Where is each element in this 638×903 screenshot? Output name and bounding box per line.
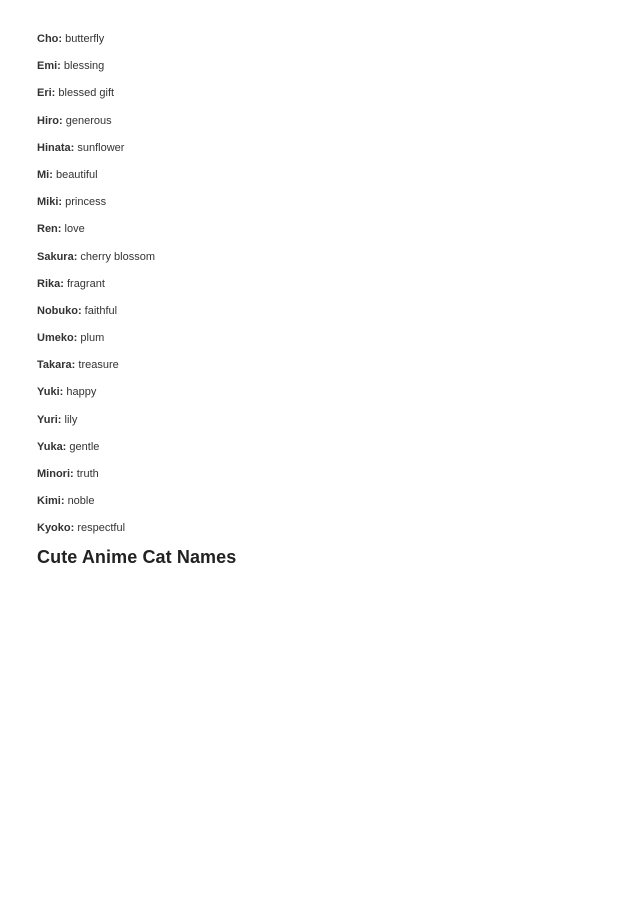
list-item (37, 194, 597, 221)
name-meaning: happy (66, 386, 97, 399)
name-meaning: love (64, 223, 85, 236)
name-meaning: faithful (84, 304, 118, 317)
name-meaning: plum (80, 332, 105, 345)
name-term: Hinata: (37, 141, 75, 154)
name-term: Emi: (37, 60, 61, 73)
name-term: Yuri: (37, 413, 62, 426)
name-term: Yuki: (37, 386, 64, 399)
name-term: Nobuko: (37, 304, 82, 317)
name-meaning: sunflower (77, 141, 125, 154)
name-meaning: generous (65, 114, 112, 127)
name-meaning: fragrant (66, 277, 105, 290)
name-meaning: lily (64, 413, 78, 426)
name-term: Yuka: (37, 440, 67, 453)
name-meaning: treasure (78, 359, 119, 372)
name-meaning: respectful (77, 522, 126, 535)
list-item (37, 167, 597, 194)
name-term: Kimi: (37, 495, 65, 508)
list-item (37, 439, 597, 466)
name-term: Ren: (37, 223, 62, 236)
name-term: Eri: (37, 87, 56, 100)
list-item (37, 58, 597, 85)
list-item (37, 466, 597, 493)
name-term: Cho: (37, 33, 63, 45)
name-term: Hiro: (37, 114, 63, 127)
list-item (37, 113, 597, 140)
name-term: Rika: (37, 277, 64, 290)
name-meaning: cherry blossom (80, 250, 155, 263)
list-item (37, 357, 597, 384)
name-meaning: blessing (63, 60, 105, 73)
name-term: Mi: (37, 168, 53, 181)
list-item (37, 221, 597, 248)
list-item (37, 493, 597, 520)
list-item (37, 520, 597, 547)
list-item (37, 140, 597, 167)
name-term: Sakura: (37, 250, 78, 263)
list-item (37, 31, 597, 58)
name-meaning: truth (76, 468, 99, 480)
name-meaning: princess (65, 196, 107, 209)
document-page (37, 31, 597, 569)
name-term: Umeko: (37, 332, 78, 345)
list-item (37, 412, 597, 439)
name-meaning: blessed gift (58, 87, 115, 100)
name-term: Minori: (37, 468, 74, 480)
name-meaning: noble (67, 495, 95, 508)
name-meaning: beautiful (55, 168, 98, 181)
name-term: Takara: (37, 359, 76, 372)
list-item (37, 85, 597, 112)
section-heading: Cute Anime Cat Names (37, 546, 237, 567)
list-item (37, 276, 597, 303)
name-meaning: gentle (69, 440, 100, 453)
name-meaning: butterfly (65, 33, 105, 45)
list-item (37, 330, 597, 357)
name-term: Kyoko: (37, 522, 75, 535)
list-item (37, 303, 597, 330)
list-item (37, 249, 597, 276)
name-term: Miki: (37, 196, 63, 209)
list-item (37, 384, 597, 411)
name-list (37, 31, 597, 548)
